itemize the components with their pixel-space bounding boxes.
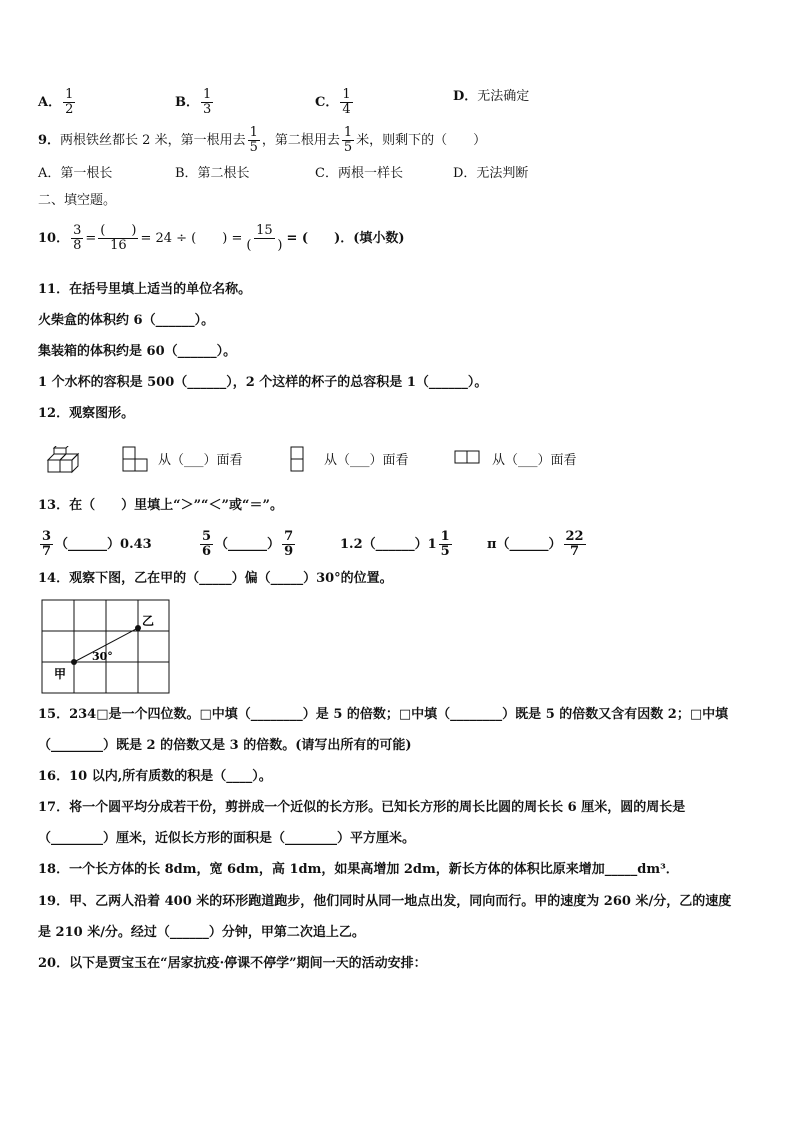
view-shape-1 [122, 446, 148, 472]
q13-item-a: $\frac{3}{7}$ （______）0.43 [42, 529, 152, 559]
q8-option-b: B． $\frac{1}{3}$ [175, 87, 212, 117]
fraction: $\frac{3}{7}$ [42, 529, 52, 559]
point-jia [71, 659, 77, 665]
q9-option-a: A．第一根长 [38, 166, 113, 181]
q8-option-a: A． $\frac{1}{2}$ [38, 87, 74, 117]
fraction: $\frac{( )}{16}$ [100, 223, 137, 253]
fraction: $\frac{1}{5}$ [343, 125, 353, 155]
q11-line1: 火柴盒的体积约 6（______）。 [38, 313, 215, 328]
fraction: $\frac{1}{2}$ [65, 87, 74, 117]
q17-line2: （________）厘米，近似长方形的面积是（________）平方厘米。 [38, 831, 416, 846]
q14-text: 14．观察下图，乙在甲的（_____）偏（_____）30°的位置。 [38, 571, 393, 586]
fraction: $\frac{1}{3}$ [203, 87, 212, 117]
q17-line1: 17．将一个圆平均分成若干份，剪拼成一个近似的长方形。已知长方形的周长比圆的周长长 6 厘米，圆的周长是 [38, 800, 686, 815]
q13-item-c: 1.2（______）1 $\frac{1}{5}$ [340, 529, 450, 559]
fraction: $\frac{5}{6}$ [202, 529, 212, 559]
q8-option-c: C． $\frac{1}{4}$ [315, 87, 351, 117]
q19-line1: 19．甲、乙两人沿着 400 米的环形跑道跑步，他们同时从同一地点出发，同向而行。甲的速度为 260 米/分，乙的速度 [38, 894, 732, 909]
fraction: $\frac{3}{8}$ [73, 223, 82, 253]
q9-option-c: C．两根一样长 [315, 166, 403, 181]
q9-option-b: B．第二根长 [175, 166, 250, 181]
view-label-1: 从（___）面看 [158, 453, 243, 468]
q12-title: 12．观察图形。 [38, 406, 135, 421]
fraction: $\frac{22}{7}$ [565, 529, 584, 559]
fraction: $\frac{7}{9}$ [284, 529, 294, 559]
direction-grid-figure [40, 598, 172, 696]
label-yi: 乙 [142, 614, 155, 628]
q11-line2: 集装箱的体积约是 60（______）。 [38, 344, 237, 359]
q13-item-b: $\frac{5}{6}$ （______） $\frac{7}{9}$ [202, 529, 294, 559]
q13-item-d: π（______） $\frac{22}{7}$ [487, 529, 584, 559]
q20-text: 20．以下是贾宝玉在“居家抗疫·停课不停学”期间一天的活动安排： [38, 956, 427, 971]
q9-stem: 9．两根铁丝都长 2 米，第一根用去 $\frac{1}{5}$ ，第二根用去 $\frac{1}{5}$ 米，则剩下的（ ） [38, 125, 487, 155]
cube-stack-figure [46, 446, 82, 476]
view-label-3: 从（___）面看 [492, 453, 577, 468]
q16-text: 16．10 以内,所有质数的积是（____）。 [38, 769, 272, 784]
angle-label: 30° [92, 650, 113, 663]
point-yi [135, 625, 141, 631]
view-label-2: 从（___）面看 [324, 453, 409, 468]
q11-line3: 1 个水杯的容积是 500（______），2 个这样的杯子的总容积是 1（______）。 [38, 375, 488, 390]
q10-stem: 10． $\frac{3}{8}$ = $\frac{( )}{16}$ = 24 ÷ ( ) = $\frac{15}{( )}$ = ( )．(填小数) [38, 223, 405, 253]
q15-line1: 15．234□是一个四位数。□中填（________）是 5 的倍数；□中填（________）既是 5 的倍数又含有因数 2；□中填 [38, 707, 729, 722]
q19-line2: 是 210 米/分。经过（______）分钟，甲第二次追上乙。 [38, 925, 365, 940]
q18-text: 18．一个长方体的长 8dm，宽 6dm，高 1dm，如果高增加 2dm，新长方体的体积比原来增加_____dm³． [38, 862, 679, 877]
fraction: $\frac{1}{4}$ [342, 87, 351, 117]
view-shape-2 [290, 446, 306, 472]
q8-option-d: D．无法确定 [453, 89, 530, 104]
q13-title: 13．在（ ）里填上“＞”“＜”或“＝”。 [38, 498, 283, 513]
q15-line2: （________）既是 2 的倍数又是 3 的倍数。(请写出所有的可能) [38, 738, 412, 753]
label-jia: 甲 [54, 667, 67, 681]
q9-option-d: D．无法判断 [453, 166, 529, 181]
view-shape-3 [454, 450, 482, 466]
q11-title: 11．在括号里填上适当的单位名称。 [38, 282, 252, 297]
fraction: $\frac{1}{5}$ [249, 125, 258, 155]
section-heading: 二、填空题。 [38, 193, 117, 208]
fraction: $\frac{15}{( )}$ [246, 223, 283, 253]
fraction: $\frac{1}{5}$ [440, 529, 450, 559]
